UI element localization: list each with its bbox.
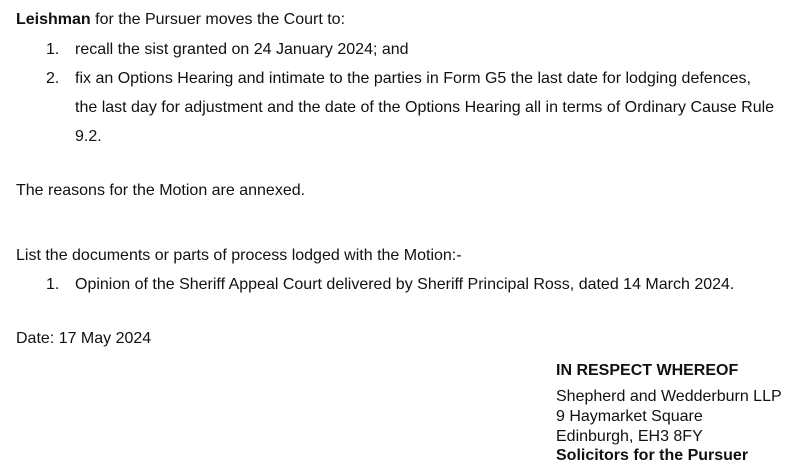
document-item-1-number: 1. [46,276,60,293]
documents-heading: List the documents or parts of process lodged with the Motion:- [16,247,462,264]
motion-item-2-line-1: fix an Options Hearing and intimate to the parties in Form G5 the last date for lodging defences, [75,70,751,87]
motion-item-1-number: 1. [46,41,60,58]
reasons-text: The reasons for the Motion are annexed. [16,182,306,199]
signature-heading: IN RESPECT WHEREOF [556,362,739,379]
solicitors-role: Solicitors for the Pursuer [556,447,749,464]
motion-item-2-line-3: 9.2. [75,128,102,145]
motion-item-2-number: 2. [46,70,60,87]
date-line: Date: 17 May 2024 [16,330,152,347]
address-line-1: 9 Haymarket Square [556,408,703,425]
motion-item-2-line-2: the last day for adjustment and the date of the Options Hearing all in terms of Ordinary Cause Rule [75,99,775,116]
address-line-2: Edinburgh, EH3 8FY [556,428,703,445]
pursuer-name: Leishman [16,11,91,28]
motion-item-1-text: recall the sist granted on 24 January 2024; and [75,41,409,58]
motion-intro [16,10,345,30]
motion-intro-text: for the Pursuer moves the Court to: [90,11,346,28]
document-item-1-text: Opinion of the Sheriff Appeal Court delivered by Sheriff Principal Ross, dated 14 March 2024. [75,276,735,293]
firm-name: Shepherd and Wedderburn LLP [556,388,782,405]
